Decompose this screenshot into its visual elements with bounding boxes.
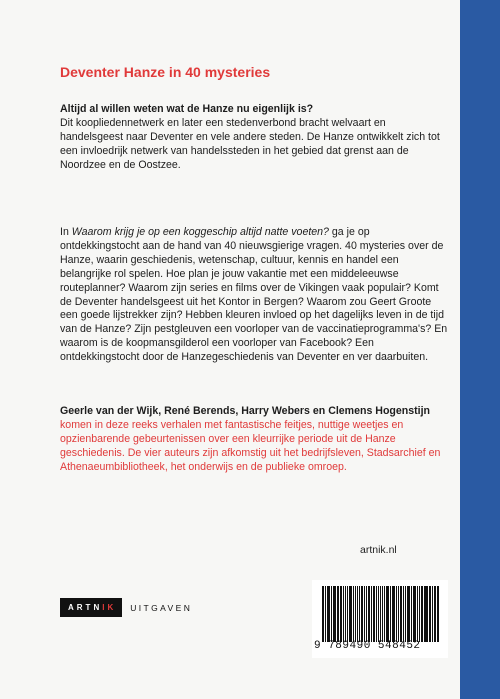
questions-paragraph <box>60 226 450 365</box>
authors-paragraph <box>60 405 450 475</box>
barcode-bar <box>429 586 431 642</box>
cover-spine-stripe <box>460 0 500 699</box>
intro-lead: Altijd al willen weten wat de Hanze nu eigenlijk is? <box>60 103 314 115</box>
barcode-bar <box>337 586 338 642</box>
barcode-bar <box>398 586 399 642</box>
barcode-bar <box>368 586 371 642</box>
logo-accent: IK <box>102 603 117 612</box>
questions-text: ga je op ontdekkingstocht aan de hand van 40 nieuwsgierige vragen. 40 mysteries over de Hanze, waarin geschiedenis, wetenschap, cultuur, kennis en handel een belangrijke rol spelen. Hoe plan je jouw vakantie met een middeleeuwse routeplanner? Waarom zijn series en films over de Vikingen vaak populair? Komt de Deventer handelsgeest uit het Kontor in Bergen? Waarom zou Geert Groote een goede lijstrekker zijn? Hebben kleuren invloed op het dagelijks leven in de tijd van de Hanze? Zijn pestgleuven een voorloper van de vaccinatieprogramma's? En waarom is de koopmansgilderol een voorloper van Facebook? Een ontdekkingstocht door de Hanzegeschiedenis van Deventer en ver daarbuiten. <box>60 226 448 364</box>
barcode-bar <box>364 586 365 642</box>
barcode-bar <box>371 586 372 642</box>
barcode-bar <box>413 586 414 642</box>
barcode-bars <box>322 586 440 642</box>
barcode-bar <box>327 586 328 642</box>
barcode-bar <box>347 586 349 642</box>
isbn-barcode <box>312 580 448 658</box>
barcode-bar <box>361 586 363 642</box>
publisher-name: UITGAVEN <box>130 602 193 613</box>
barcode-bar <box>338 586 339 642</box>
barcode-bar <box>353 586 354 642</box>
barcode-bar <box>414 586 416 642</box>
barcode-bar <box>322 586 324 642</box>
barcode-bar <box>407 586 410 642</box>
barcode-bar <box>357 586 358 642</box>
barcode-bar <box>411 586 412 642</box>
isbn-number: 9 789490 548452 <box>314 640 421 652</box>
barcode-bar <box>376 586 377 642</box>
logo-main: ARTN <box>68 603 103 612</box>
barcode-bar <box>331 586 332 642</box>
barcode-bar <box>328 586 330 642</box>
book-title: Deventer Hanze in 40 mysteries <box>60 64 271 80</box>
barcode-bar <box>325 586 326 642</box>
barcode-bar <box>419 586 420 642</box>
intro-paragraph <box>60 103 450 173</box>
barcode-bar <box>421 586 423 642</box>
barcode-bar <box>333 586 336 642</box>
authors-text: komen in deze reeks verhalen met fantastische feitjes, nuttige weetjes en opzienbarende gebeurtenissen over een kleurrijke periode uit de Hanze geschiedenis. De vier auteurs zijn afkomstig uit het bedrijfsleven, Stadsarchief en Athenaeumbibliotheek, het onderwijs en de publieke omroep. <box>60 418 441 473</box>
publisher-website: artnik.nl <box>360 544 397 556</box>
intro-text: Dit koopliedennetwerk en later een stedenverbond bracht welvaart en handelsgeest naar Deventer en vele andere steden. De Hanze ontwikkelt zich tot een invloedrijk netwerk van handelssteden in het gebied dat grenst aan de Noordzee en de Oostzee. <box>60 116 440 171</box>
barcode-bar <box>396 586 397 642</box>
barcode-bar <box>359 586 361 642</box>
barcode-bar <box>425 586 428 642</box>
artnik-logo-mark <box>60 598 122 617</box>
barcode-bar <box>405 586 406 642</box>
barcode-bar <box>378 586 379 642</box>
barcode-bar <box>349 586 352 642</box>
barcode-bar <box>424 586 425 642</box>
barcode-bar <box>403 586 405 642</box>
barcode-bar <box>382 586 384 642</box>
barcode-bar <box>435 586 436 642</box>
barcode-bar <box>417 586 418 642</box>
barcode-bar <box>392 586 393 642</box>
barcode-bar <box>366 586 367 642</box>
barcode-bar <box>345 586 346 642</box>
barcode-bar <box>355 586 356 642</box>
barcode-bar <box>380 586 381 642</box>
barcode-bar <box>373 586 375 642</box>
barcode-bar <box>384 586 385 642</box>
barcode-bar <box>390 586 391 642</box>
barcode-bar <box>400 586 402 642</box>
barcode-bar <box>393 586 395 642</box>
questions-italic-title: Waarom krijg je op een koggeschip altijd natte voeten? <box>71 226 329 238</box>
barcode-bar <box>343 586 344 642</box>
barcode-bar <box>432 586 433 642</box>
questions-prefix: In <box>60 226 69 238</box>
publisher-logo <box>60 598 192 617</box>
barcode-bar <box>434 586 435 642</box>
barcode-bar <box>386 586 389 642</box>
barcode-bar <box>340 586 342 642</box>
author-names: Geerle van der Wijk, René Berends, Harry Webers en Clemens Hogenstijn <box>60 405 431 417</box>
barcode-bar <box>437 586 439 642</box>
